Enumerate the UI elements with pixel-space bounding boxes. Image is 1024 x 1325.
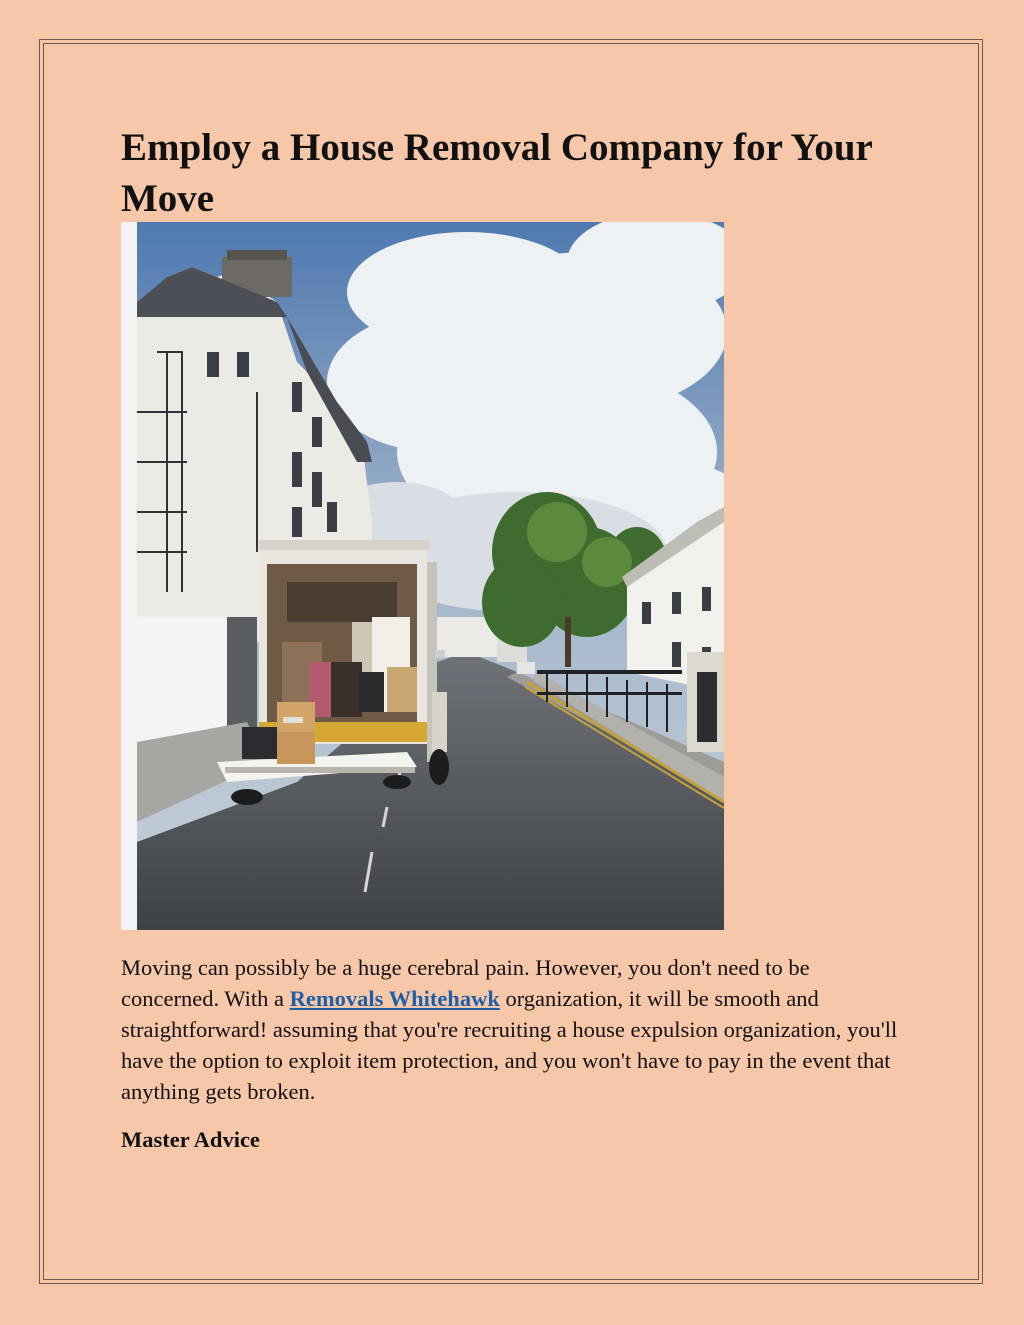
intro-text-start: Moving can possibly be a huge cerebral pain. However, you don't need to be concerned. With a [121,955,810,1011]
street-scene-illustration [137,222,724,930]
removal-van-photo [121,222,724,930]
section-heading: Master Advice [121,1127,260,1152]
page-title: Employ a House Removal Company for Your Move [121,126,873,220]
intro-paragraph [121,952,911,1107]
photo-left-margin [121,222,137,930]
intro-text-end: organization, it will be smooth and straightforward! assuming that you're recruiting a house expulsion organization, you'll have the option to exploit item protection, and you won't have to pay in the event that anything gets broken. [121,986,898,1104]
removals-whitehawk-link[interactable]: Removals Whitehawk [289,986,500,1011]
